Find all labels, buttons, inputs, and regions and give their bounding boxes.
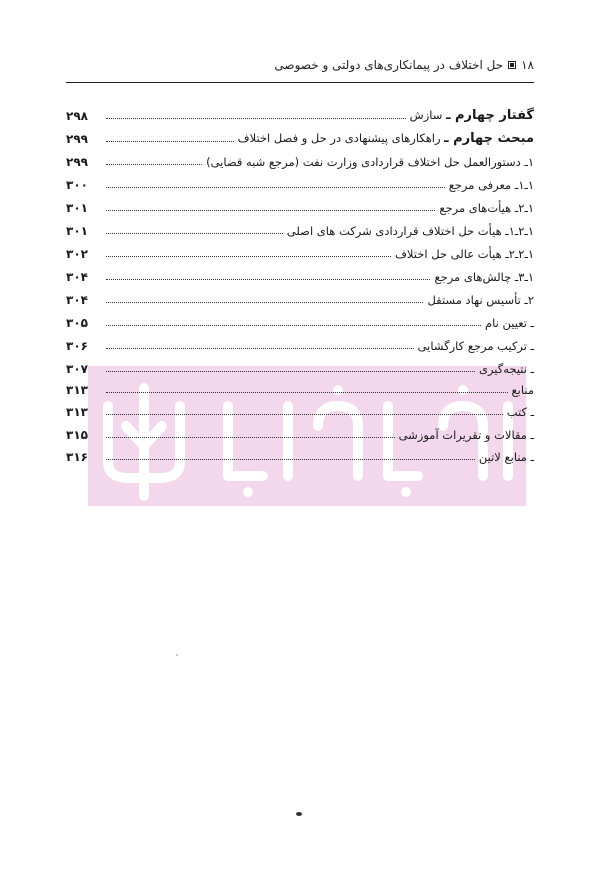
toc-entry-title: ۱ـ۲ـ۱ـ هیأت حل اختلاف قراردادی شرکت های اصلی xyxy=(286,224,534,238)
toc-entry-page: ۳۰۵ xyxy=(66,316,88,330)
toc-entry-page: ۳۰۴ xyxy=(66,270,88,284)
leader-dots xyxy=(106,141,234,142)
leader-dots xyxy=(106,233,283,234)
sources-entry-page: ۳۱۳ xyxy=(66,382,88,397)
header-rule xyxy=(66,82,534,83)
toc-entry-heading: گفتار چهارم ـ xyxy=(446,108,534,123)
running-header xyxy=(274,58,534,72)
sources-entry-title: منابع xyxy=(511,382,534,397)
toc-entry[interactable] xyxy=(66,307,534,330)
sources-entry-title: ـ منابع لاتین xyxy=(478,450,534,464)
sources-entry-page: ۳۱۶ xyxy=(66,450,88,464)
toc-entry-heading: مبحث چهارم ـ xyxy=(444,131,534,146)
toc-entry[interactable] xyxy=(66,192,534,215)
sources-list xyxy=(66,374,534,464)
toc-entry-title: ـ تعیین نام xyxy=(485,316,534,330)
toc-entry-title: ۱ـ۳ـ چالش‌های مرجع xyxy=(434,270,534,284)
toc-entry[interactable] xyxy=(66,169,534,192)
sources-entry[interactable] xyxy=(66,442,534,465)
toc-entry[interactable] xyxy=(66,238,534,261)
page-mark xyxy=(296,812,302,816)
toc-entry[interactable] xyxy=(66,100,534,123)
toc-entry-title: ۲ـ تأسیس نهاد مستقل xyxy=(427,293,534,307)
leader-dots xyxy=(106,256,391,257)
toc-entry-title xyxy=(234,131,534,146)
header-book-title: حل اختلاف در پیمانکاری‌های دولتی و خصوصی xyxy=(274,58,504,72)
toc-entry-page: ۲۹۸ xyxy=(66,109,88,123)
sources-entry-title: ـ کتب xyxy=(506,405,534,419)
toc-entry[interactable] xyxy=(66,146,534,169)
toc-entry-page: ۳۰۱ xyxy=(66,224,88,238)
leader-dots xyxy=(106,302,423,303)
toc-entry-title: ـ ترکیب مرجع کارگشایی xyxy=(417,339,534,353)
sources-entry-page: ۳۱۵ xyxy=(66,427,88,442)
leader-dots xyxy=(106,325,481,326)
toc-entry-title: ۱ـ۱ـ معرفی مرجع xyxy=(448,178,534,192)
leader-dots xyxy=(106,210,435,211)
toc-entry-page: ۳۰۷ xyxy=(66,362,88,376)
toc-entry-title: ۱ـ۲ـ۲ـ هیأت عالی حل اختلاف xyxy=(395,247,534,261)
toc-entry-title: ـ نتیجه‌گیری xyxy=(478,362,534,376)
toc-entry[interactable] xyxy=(66,123,534,146)
leader-dots xyxy=(106,187,445,188)
leader-dots xyxy=(106,459,475,460)
leader-dots xyxy=(106,371,475,372)
toc-entry-text: سازش xyxy=(409,108,447,122)
leader-dots xyxy=(106,348,414,349)
toc-entry-page: ۳۰۶ xyxy=(66,339,88,353)
toc-entry-page: ۳۰۱ xyxy=(66,201,88,215)
sources-entry-page: ۳۱۳ xyxy=(66,405,88,419)
sources-entry[interactable] xyxy=(66,397,534,420)
header-page-number: ۱۸ xyxy=(521,58,534,72)
leader-dots xyxy=(106,414,503,415)
toc-entry[interactable] xyxy=(66,284,534,307)
toc-entry-title xyxy=(406,108,534,123)
toc-entry[interactable] xyxy=(66,353,534,376)
toc-entry[interactable] xyxy=(66,215,534,238)
toc-entry[interactable] xyxy=(66,261,534,284)
leader-dots xyxy=(106,392,508,393)
toc-entry-page: ۳۰۲ xyxy=(66,247,88,261)
toc-entry-page: ۲۹۹ xyxy=(66,155,88,169)
toc-list xyxy=(66,100,534,376)
leader-dots xyxy=(106,164,202,165)
square-bullet-icon xyxy=(508,61,516,69)
leader-dots xyxy=(106,437,395,438)
sources-entry[interactable] xyxy=(66,374,534,397)
toc-entry-page: ۲۹۹ xyxy=(66,132,88,146)
toc-entry[interactable] xyxy=(66,330,534,353)
sources-entry-title: ـ مقالات و تقریرات آموزشی xyxy=(398,427,534,442)
toc-entry-title: ۱ـ۲ـ هیأت‌های مرجع xyxy=(439,201,534,215)
toc-entry-page: ۳۰۰ xyxy=(66,178,88,192)
toc-entry-page: ۳۰۴ xyxy=(66,293,88,307)
toc-entry-text: راهکارهای پیشنهادی در حل و فصل اختلاف xyxy=(237,131,445,145)
sources-entry[interactable] xyxy=(66,419,534,442)
toc-entry-title: ۱ـ دستورالعمل حل اختلاف قراردادی وزارت نفت (مرجع شبه قضایی) xyxy=(206,155,534,169)
paper-speck xyxy=(176,654,178,656)
leader-dots xyxy=(106,118,406,119)
leader-dots xyxy=(106,279,430,280)
